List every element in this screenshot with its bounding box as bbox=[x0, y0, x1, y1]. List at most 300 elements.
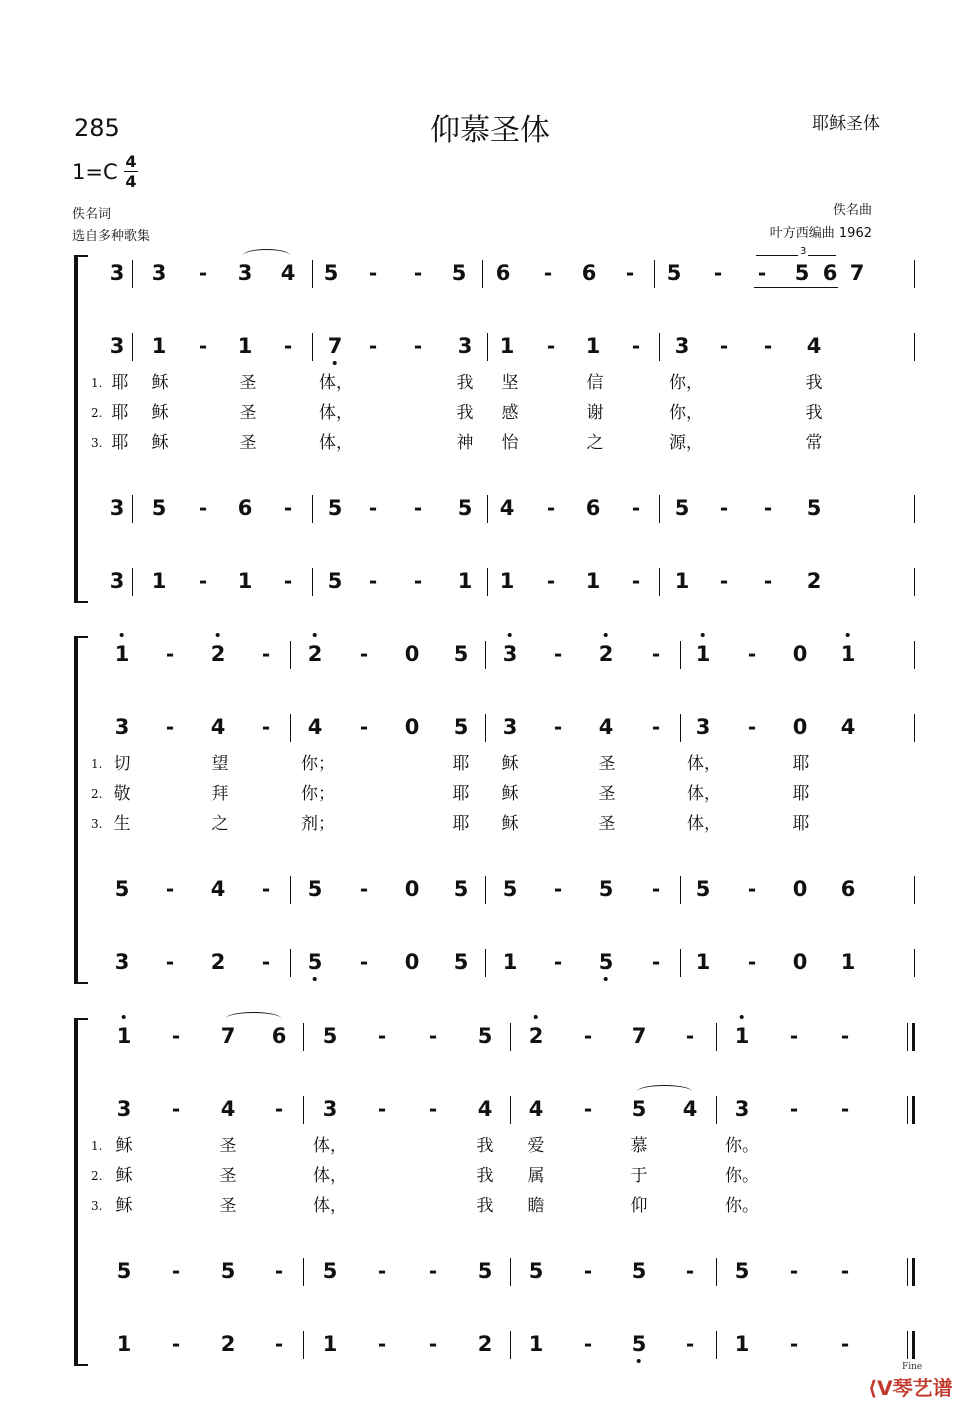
note: 4 bbox=[210, 715, 226, 739]
note: 7 bbox=[328, 333, 343, 359]
note: 5 bbox=[734, 1259, 750, 1283]
lyric-syllable: 我 bbox=[476, 1196, 494, 1216]
lyric-syllable: 体， bbox=[313, 1136, 347, 1156]
lyric-syllable: 体， bbox=[319, 403, 353, 423]
sustain-dash: - bbox=[377, 1097, 387, 1121]
final-barline-thin bbox=[907, 1331, 908, 1359]
note: 5 bbox=[631, 1259, 647, 1283]
sustain-dash: - bbox=[553, 642, 563, 666]
lyric-syllable: 圣 bbox=[598, 814, 616, 834]
note: 2 bbox=[220, 1332, 236, 1356]
sustain-dash: - bbox=[840, 1024, 850, 1048]
sustain-dash: - bbox=[713, 261, 723, 285]
barline bbox=[290, 714, 291, 742]
barline bbox=[659, 568, 660, 596]
octave-down-dot bbox=[637, 1359, 641, 1363]
note: 2 bbox=[599, 641, 614, 667]
barline bbox=[680, 949, 681, 977]
lyric-syllable: 体， bbox=[313, 1166, 347, 1186]
lyric-syllable: 耶 bbox=[452, 784, 470, 804]
note: 5 bbox=[451, 261, 467, 285]
lyric-syllable: 我 bbox=[476, 1136, 494, 1156]
octave-up-dot bbox=[313, 633, 317, 637]
source-credit: 选自多种歌集 bbox=[72, 229, 151, 244]
note: 5 bbox=[322, 1024, 338, 1048]
note: 1 bbox=[734, 1332, 750, 1356]
sustain-dash: - bbox=[789, 1332, 799, 1356]
note: 2 bbox=[308, 641, 323, 667]
lyric-syllable: 稣 bbox=[151, 373, 169, 393]
lyric-syllable: 我 bbox=[456, 403, 474, 423]
sustain-dash: - bbox=[719, 334, 729, 358]
lyric-syllable: 体， bbox=[319, 373, 353, 393]
note: 0 bbox=[792, 642, 808, 666]
barline bbox=[290, 876, 291, 904]
barline bbox=[914, 641, 915, 669]
barline bbox=[303, 1258, 304, 1286]
octave-up-dot bbox=[740, 1015, 744, 1019]
note: 5 bbox=[632, 1331, 647, 1357]
sustain-dash: - bbox=[274, 1332, 284, 1356]
note: 5 bbox=[453, 950, 469, 974]
tuplet-number: 3 bbox=[800, 246, 807, 257]
sustain-dash: - bbox=[651, 950, 661, 974]
page-title: 仰慕圣体 bbox=[430, 113, 550, 148]
note: 2 bbox=[477, 1332, 493, 1356]
sustain-dash: - bbox=[198, 496, 208, 520]
note: 3 bbox=[109, 261, 125, 285]
note: 2 bbox=[529, 1023, 544, 1049]
sustain-dash: - bbox=[685, 1259, 695, 1283]
barline bbox=[312, 568, 313, 596]
note: 5 bbox=[666, 261, 682, 285]
lyric-syllable: 仰 bbox=[630, 1196, 648, 1216]
barline bbox=[487, 495, 488, 523]
logo-brand-text: 琴艺谱 bbox=[892, 1376, 953, 1400]
sustain-dash: - bbox=[789, 1097, 799, 1121]
octave-up-dot bbox=[604, 633, 608, 637]
sustain-dash: - bbox=[546, 334, 556, 358]
sustain-dash: - bbox=[840, 1259, 850, 1283]
system-bracket bbox=[74, 1018, 88, 1366]
sustain-dash: - bbox=[165, 950, 175, 974]
lyric-syllable: 圣 bbox=[219, 1166, 237, 1186]
sustain-dash: - bbox=[368, 496, 378, 520]
note: 4 bbox=[499, 496, 515, 520]
final-barline-thin bbox=[907, 1023, 908, 1051]
sustain-dash: - bbox=[719, 496, 729, 520]
system-bracket bbox=[74, 255, 88, 603]
sustain-dash: - bbox=[283, 334, 293, 358]
note: 7 bbox=[220, 1024, 236, 1048]
note: 5 bbox=[631, 1097, 647, 1121]
slur-mark bbox=[243, 249, 290, 262]
lyric-syllable: 圣 bbox=[219, 1136, 237, 1156]
sustain-dash: - bbox=[368, 334, 378, 358]
barline bbox=[132, 568, 133, 596]
sustain-dash: - bbox=[651, 715, 661, 739]
octave-down-dot bbox=[313, 977, 317, 981]
sustain-dash: - bbox=[651, 642, 661, 666]
note: 7 bbox=[631, 1024, 647, 1048]
note: 3 bbox=[114, 950, 130, 974]
sustain-dash: - bbox=[757, 261, 767, 285]
sustain-dash: - bbox=[685, 1332, 695, 1356]
note: 5 bbox=[598, 877, 614, 901]
sustain-dash: - bbox=[413, 261, 423, 285]
note: 4 bbox=[682, 1097, 698, 1121]
note: 5 bbox=[453, 642, 469, 666]
lyric-syllable: 圣 bbox=[219, 1196, 237, 1216]
note: 4 bbox=[806, 334, 822, 358]
final-barline-thin bbox=[907, 1096, 908, 1124]
lyric-syllable: 瞻 bbox=[527, 1196, 545, 1216]
note: 6 bbox=[822, 261, 838, 285]
verse-number: 1. bbox=[91, 1139, 103, 1153]
barline bbox=[659, 333, 660, 361]
lyric-syllable: 你。 bbox=[725, 1166, 759, 1186]
verse-number: 1. bbox=[91, 376, 103, 390]
sustain-dash: - bbox=[546, 569, 556, 593]
sustain-dash: - bbox=[413, 496, 423, 520]
lyric-syllable: 敬 bbox=[113, 784, 131, 804]
lyric-syllable: 坚 bbox=[501, 373, 519, 393]
barline bbox=[654, 260, 655, 288]
barline bbox=[716, 1096, 717, 1124]
sustain-dash: - bbox=[359, 877, 369, 901]
note: 3 bbox=[237, 261, 253, 285]
sustain-dash: - bbox=[583, 1332, 593, 1356]
note: 1 bbox=[499, 334, 515, 358]
note: 4 bbox=[307, 715, 323, 739]
note: 1 bbox=[115, 641, 130, 667]
note: 1 bbox=[695, 950, 711, 974]
sustain-dash: - bbox=[428, 1097, 438, 1121]
sustain-dash: - bbox=[553, 877, 563, 901]
note: 1 bbox=[499, 569, 515, 593]
lyric-syllable: 你。 bbox=[725, 1136, 759, 1156]
note: 5 bbox=[322, 1259, 338, 1283]
eighth-note-beam bbox=[754, 287, 838, 288]
note: 3 bbox=[457, 334, 473, 358]
note: 3 bbox=[109, 496, 125, 520]
sustain-dash: - bbox=[747, 877, 757, 901]
note: 0 bbox=[792, 950, 808, 974]
lyric-syllable: 耶 bbox=[111, 373, 129, 393]
barline bbox=[482, 260, 483, 288]
note: 1 bbox=[735, 1023, 750, 1049]
note: 0 bbox=[404, 950, 420, 974]
octave-down-dot bbox=[333, 361, 337, 365]
note: 4 bbox=[598, 715, 614, 739]
lyric-syllable: 稣 bbox=[151, 403, 169, 423]
lyric-syllable: 之 bbox=[586, 433, 604, 453]
sustain-dash: - bbox=[553, 950, 563, 974]
final-barline bbox=[912, 1096, 915, 1124]
brand-logo bbox=[868, 1372, 953, 1401]
time-top: 4 bbox=[125, 152, 137, 171]
note: 5 bbox=[695, 877, 711, 901]
lyric-syllable: 圣 bbox=[239, 403, 257, 423]
lyric-syllable: 稣 bbox=[115, 1136, 133, 1156]
note: 3 bbox=[116, 1097, 132, 1121]
sustain-dash: - bbox=[359, 715, 369, 739]
note: 6 bbox=[495, 261, 511, 285]
sustain-dash: - bbox=[261, 877, 271, 901]
lyric-syllable: 稣 bbox=[501, 754, 519, 774]
sustain-dash: - bbox=[553, 715, 563, 739]
note: 0 bbox=[792, 715, 808, 739]
note: 5 bbox=[220, 1259, 236, 1283]
sustain-dash: - bbox=[719, 569, 729, 593]
sustain-dash: - bbox=[261, 642, 271, 666]
verse-number: 2. bbox=[91, 787, 103, 801]
octave-up-dot bbox=[701, 633, 705, 637]
barline bbox=[510, 1331, 511, 1359]
note: 3 bbox=[114, 715, 130, 739]
sustain-dash: - bbox=[359, 950, 369, 974]
hymn-number: 285 bbox=[74, 114, 120, 142]
note: 1 bbox=[585, 569, 601, 593]
note: 3 bbox=[503, 641, 518, 667]
note: 1 bbox=[237, 569, 253, 593]
sustain-dash: - bbox=[583, 1024, 593, 1048]
note: 7 bbox=[849, 261, 865, 285]
note: 5 bbox=[806, 496, 822, 520]
note: 2 bbox=[211, 641, 226, 667]
note: 0 bbox=[404, 642, 420, 666]
note: 5 bbox=[327, 569, 343, 593]
barline bbox=[312, 260, 313, 288]
note: 5 bbox=[477, 1259, 493, 1283]
note: 5 bbox=[674, 496, 690, 520]
lyric-syllable: 稣 bbox=[501, 814, 519, 834]
lyric-syllable: 爱 bbox=[527, 1136, 545, 1156]
note: 3 bbox=[151, 261, 167, 285]
note: 6 bbox=[237, 496, 253, 520]
lyric-syllable: 稣 bbox=[115, 1166, 133, 1186]
lyric-syllable: 体， bbox=[687, 754, 721, 774]
barline bbox=[487, 568, 488, 596]
verse-number: 3. bbox=[91, 436, 103, 450]
octave-up-dot bbox=[216, 633, 220, 637]
lyric-syllable: 稣 bbox=[115, 1196, 133, 1216]
lyric-syllable: 我 bbox=[805, 403, 823, 423]
sustain-dash: - bbox=[543, 261, 553, 285]
lyric-syllable: 耶 bbox=[792, 754, 810, 774]
time-bottom: 4 bbox=[125, 172, 137, 191]
lyric-syllable: 我 bbox=[476, 1166, 494, 1186]
barline bbox=[680, 876, 681, 904]
barline bbox=[485, 641, 486, 669]
verse-number: 3. bbox=[91, 1199, 103, 1213]
sustain-dash: - bbox=[747, 715, 757, 739]
note: 3 bbox=[109, 334, 125, 358]
barline bbox=[303, 1331, 304, 1359]
lyric-syllable: 稣 bbox=[151, 433, 169, 453]
octave-up-dot bbox=[534, 1015, 538, 1019]
barline bbox=[485, 876, 486, 904]
sustain-dash: - bbox=[763, 334, 773, 358]
barline bbox=[485, 949, 486, 977]
barline bbox=[716, 1023, 717, 1051]
note: 5 bbox=[116, 1259, 132, 1283]
octave-up-dot bbox=[122, 1015, 126, 1019]
note: 4 bbox=[220, 1097, 236, 1121]
lyric-syllable: 圣 bbox=[239, 373, 257, 393]
barline bbox=[716, 1258, 717, 1286]
final-barline bbox=[912, 1258, 915, 1286]
octave-up-dot bbox=[120, 633, 124, 637]
note: 5 bbox=[477, 1024, 493, 1048]
sustain-dash: - bbox=[651, 877, 661, 901]
sustain-dash: - bbox=[625, 261, 635, 285]
lyric-syllable: 圣 bbox=[598, 754, 616, 774]
barline bbox=[914, 495, 915, 523]
note: 5 bbox=[308, 949, 323, 975]
verse-number: 2. bbox=[91, 1169, 103, 1183]
lyric-syllable: 你； bbox=[301, 784, 335, 804]
barline bbox=[132, 260, 133, 288]
lyric-syllable: 耶 bbox=[111, 433, 129, 453]
lyric-syllable: 源， bbox=[669, 433, 703, 453]
barline bbox=[914, 949, 915, 977]
barline bbox=[290, 949, 291, 977]
barline bbox=[303, 1096, 304, 1124]
sustain-dash: - bbox=[198, 334, 208, 358]
barline bbox=[303, 1023, 304, 1051]
lyric-syllable: 你； bbox=[301, 754, 335, 774]
sustain-dash: - bbox=[171, 1097, 181, 1121]
barline bbox=[510, 1023, 511, 1051]
verse-number: 2. bbox=[91, 406, 103, 420]
lyric-syllable: 怡 bbox=[501, 433, 519, 453]
octave-up-dot bbox=[846, 633, 850, 637]
sustain-dash: - bbox=[546, 496, 556, 520]
slur-mark bbox=[637, 1085, 692, 1098]
sustain-dash: - bbox=[283, 496, 293, 520]
note: 4 bbox=[840, 715, 856, 739]
barline bbox=[312, 495, 313, 523]
lyric-syllable: 圣 bbox=[239, 433, 257, 453]
tuplet-bracket bbox=[756, 255, 836, 256]
sustain-dash: - bbox=[198, 569, 208, 593]
note: 5 bbox=[502, 877, 518, 901]
note: 1 bbox=[457, 569, 473, 593]
system-bracket bbox=[74, 636, 88, 984]
sustain-dash: - bbox=[165, 642, 175, 666]
note: 5 bbox=[114, 877, 130, 901]
note: 1 bbox=[151, 334, 167, 358]
note: 6 bbox=[581, 261, 597, 285]
sustain-dash: - bbox=[583, 1097, 593, 1121]
note: 6 bbox=[840, 877, 856, 901]
sustain-dash: - bbox=[171, 1024, 181, 1048]
note: 5 bbox=[327, 496, 343, 520]
lyric-syllable: 谢 bbox=[586, 403, 604, 423]
lyric-syllable: 我 bbox=[456, 373, 474, 393]
sustain-dash: - bbox=[171, 1332, 181, 1356]
final-barline bbox=[912, 1331, 915, 1359]
sustain-dash: - bbox=[747, 950, 757, 974]
lyric-syllable: 慕 bbox=[630, 1136, 648, 1156]
note: 5 bbox=[457, 496, 473, 520]
note: 5 bbox=[794, 261, 810, 285]
lyric-syllable: 体， bbox=[687, 814, 721, 834]
barline bbox=[132, 333, 133, 361]
slur-mark bbox=[226, 1012, 281, 1025]
sustain-dash: - bbox=[165, 715, 175, 739]
lyric-syllable: 体， bbox=[319, 433, 353, 453]
sustain-dash: - bbox=[840, 1332, 850, 1356]
barline bbox=[290, 641, 291, 669]
logo-fine-text: Fine bbox=[902, 1362, 923, 1372]
sustain-dash: - bbox=[274, 1097, 284, 1121]
lyric-syllable: 体， bbox=[687, 784, 721, 804]
sustain-dash: - bbox=[368, 569, 378, 593]
lyric-syllable: 信 bbox=[586, 373, 604, 393]
note: 6 bbox=[271, 1024, 287, 1048]
lyric-syllable: 神 bbox=[456, 433, 474, 453]
note: 0 bbox=[404, 715, 420, 739]
sustain-dash: - bbox=[685, 1024, 695, 1048]
time-signature bbox=[123, 152, 139, 191]
sustain-dash: - bbox=[261, 950, 271, 974]
note: 5 bbox=[323, 261, 339, 285]
lyric-syllable: 耶 bbox=[111, 403, 129, 423]
lyricist-credit: 佚名词 bbox=[72, 207, 112, 222]
lyric-syllable: 你， bbox=[669, 373, 703, 393]
note: 5 bbox=[528, 1259, 544, 1283]
note: 1 bbox=[117, 1023, 132, 1049]
barline bbox=[716, 1331, 717, 1359]
note: 3 bbox=[734, 1097, 750, 1121]
barline bbox=[680, 714, 681, 742]
arranger-credit: 叶方西编曲 1962 bbox=[769, 226, 872, 241]
note: 1 bbox=[585, 334, 601, 358]
note: 1 bbox=[841, 641, 856, 667]
lyric-syllable: 耶 bbox=[792, 784, 810, 804]
sustain-dash: - bbox=[368, 261, 378, 285]
sustain-dash: - bbox=[631, 334, 641, 358]
lyric-syllable: 耶 bbox=[452, 754, 470, 774]
sustain-dash: - bbox=[763, 569, 773, 593]
note: 2 bbox=[210, 950, 226, 974]
key-signature: 1=C bbox=[72, 160, 118, 184]
note: 3 bbox=[322, 1097, 338, 1121]
note: 2 bbox=[806, 569, 822, 593]
note: 3 bbox=[502, 715, 518, 739]
sustain-dash: - bbox=[171, 1259, 181, 1283]
sustain-dash: - bbox=[763, 496, 773, 520]
sustain-dash: - bbox=[631, 569, 641, 593]
lyric-syllable: 拜 bbox=[211, 784, 229, 804]
sustain-dash: - bbox=[377, 1259, 387, 1283]
sustain-dash: - bbox=[428, 1024, 438, 1048]
sustain-dash: - bbox=[283, 569, 293, 593]
sustain-dash: - bbox=[789, 1024, 799, 1048]
barline bbox=[132, 495, 133, 523]
sustain-dash: - bbox=[840, 1097, 850, 1121]
barline bbox=[659, 495, 660, 523]
barline bbox=[680, 641, 681, 669]
lyric-syllable: 之 bbox=[211, 814, 229, 834]
lyric-syllable: 体， bbox=[313, 1196, 347, 1216]
sustain-dash: - bbox=[165, 877, 175, 901]
note: 4 bbox=[528, 1097, 544, 1121]
lyric-syllable: 生 bbox=[113, 814, 131, 834]
verse-number: 3. bbox=[91, 817, 103, 831]
